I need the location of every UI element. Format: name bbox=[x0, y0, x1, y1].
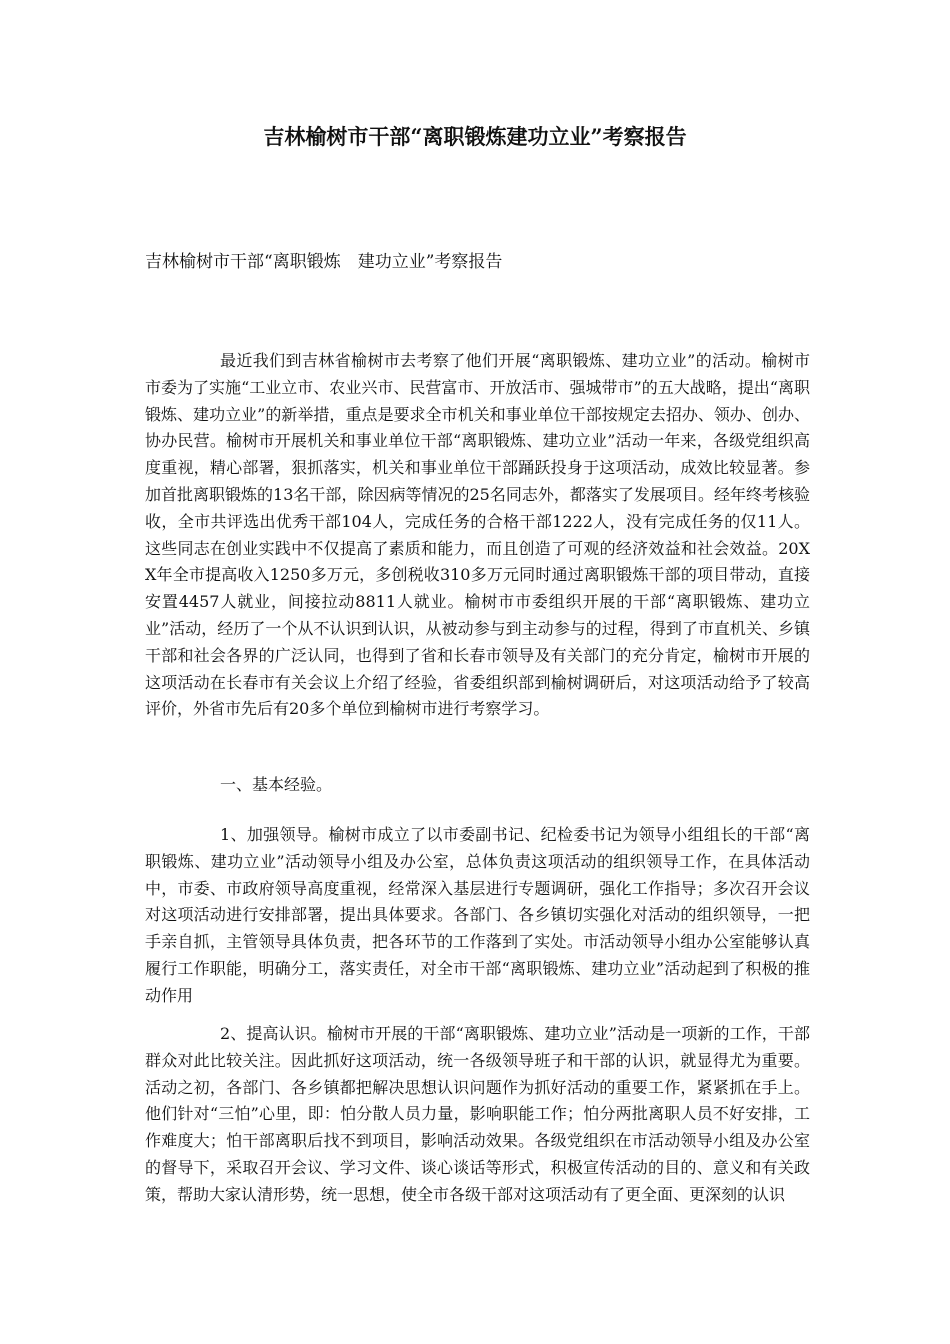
document-subtitle: 吉林榆树市干部“离职锻炼 建功立业”考察报告 bbox=[145, 252, 503, 272]
section-heading-basic-experience: 一、基本经验。 bbox=[220, 775, 333, 794]
document-title: 吉林榆树市干部“离职锻炼建功立业”考察报告 bbox=[263, 124, 687, 149]
paragraph-raise-awareness: 2、提高认识。榆树市开展的干部“离职锻炼、建功立业”活动是一项新的工作，干部群众对此比较关注。因此抓好这项活动，统一各级领导班子和干部的认识，就显得尤为重要。活动之初，各部门、各乡镇都把解决思想认识问题作为抓好活动的重要工作，紧紧抓在手上。他们针对“三怕”心里，即：怕分散人员力量，影响职能工作；怕分两批离职人员不好安排，工作难度大；怕干部离职后找不到项目，影响活动效果。各级党组织在市活动领导小组及办公室的督导下，采取召开会议、学习文件、谈心谈话等形式，积极宣传活动的目的、意义和有关政策，帮助大家认清形势，统一思想，使全市各级干部对这项活动有了更全面、更深刻的认识 bbox=[145, 1024, 810, 1204]
paragraph-strengthen-leadership: 1、加强领导。榆树市成立了以市委副书记、纪检委书记为领导小组组长的干部“离职锻炼、建功立业”活动领导小组及办公室，总体负责这项活动的组织领导工作，在具体活动中，市委、市政府领导高度重视，经常深入基层进行专题调研，强化工作指导；多次召开会议对这项活动进行安排部署，提出具体要求。各部门、各乡镇切实强化对活动的组织领导，一把手亲自抓，主管领导具体负责，把各环节的工作落到了实处。市活动领导小组办公室能够认真履行工作职能，明确分工，落实责任，对全市干部“离职锻炼、建功立业”活动起到了积极的推动作用 bbox=[145, 825, 810, 1005]
intro-paragraph: 最近我们到吉林省榆树市去考察了他们开展“离职锻炼、建功立业”的活动。榆树市市委为了实施“工业立市、农业兴市、民营富市、开放活市、强城带市”的五大战略，提出“离职锻炼、建功立业”的新举措，重点是要求全市机关和事业单位干部按规定去招办、领办、创办、协办民营。榆树市开展机关和事业单位干部“离职锻炼、建功立业”活动一年来，各级党组织高度重视，精心部署，狠抓落实，机关和事业单位干部踊跃投身于这项活动，成效比较显著。参加首批离职锻炼的13名干部，除因病等情况的25名同志外，都落实了发展项目。经年终考核验收，全市共评选出优秀干部104人，完成任务的合格干部1222人，没有完成任务的仅11人。这些同志在创业实践中不仅提高了素质和能力，而且创造了可观的经济效益和社会效益。20XX年全市提高收入1250多万元，多创税收310多万元同时通过离职锻炼干部的项目带动，直接安置4457人就业，间接拉动8811人就业。榆树市市委组织开展的干部“离职锻炼、建功立业”活动，经历了一个从不认识到认识，从被动参与到主动参与的过程，得到了市直机关、乡镇干部和社会各界的广泛认同，也得到了省和长春市领导及有关部门的充分肯定，榆树市开展的这项活动在长春市有关会议上介绍了经验，省委组织部到榆树调研后，对这项活动给予了较高评价，外省市先后有20多个单位到榆树市进行考察学习。 bbox=[145, 351, 810, 719]
